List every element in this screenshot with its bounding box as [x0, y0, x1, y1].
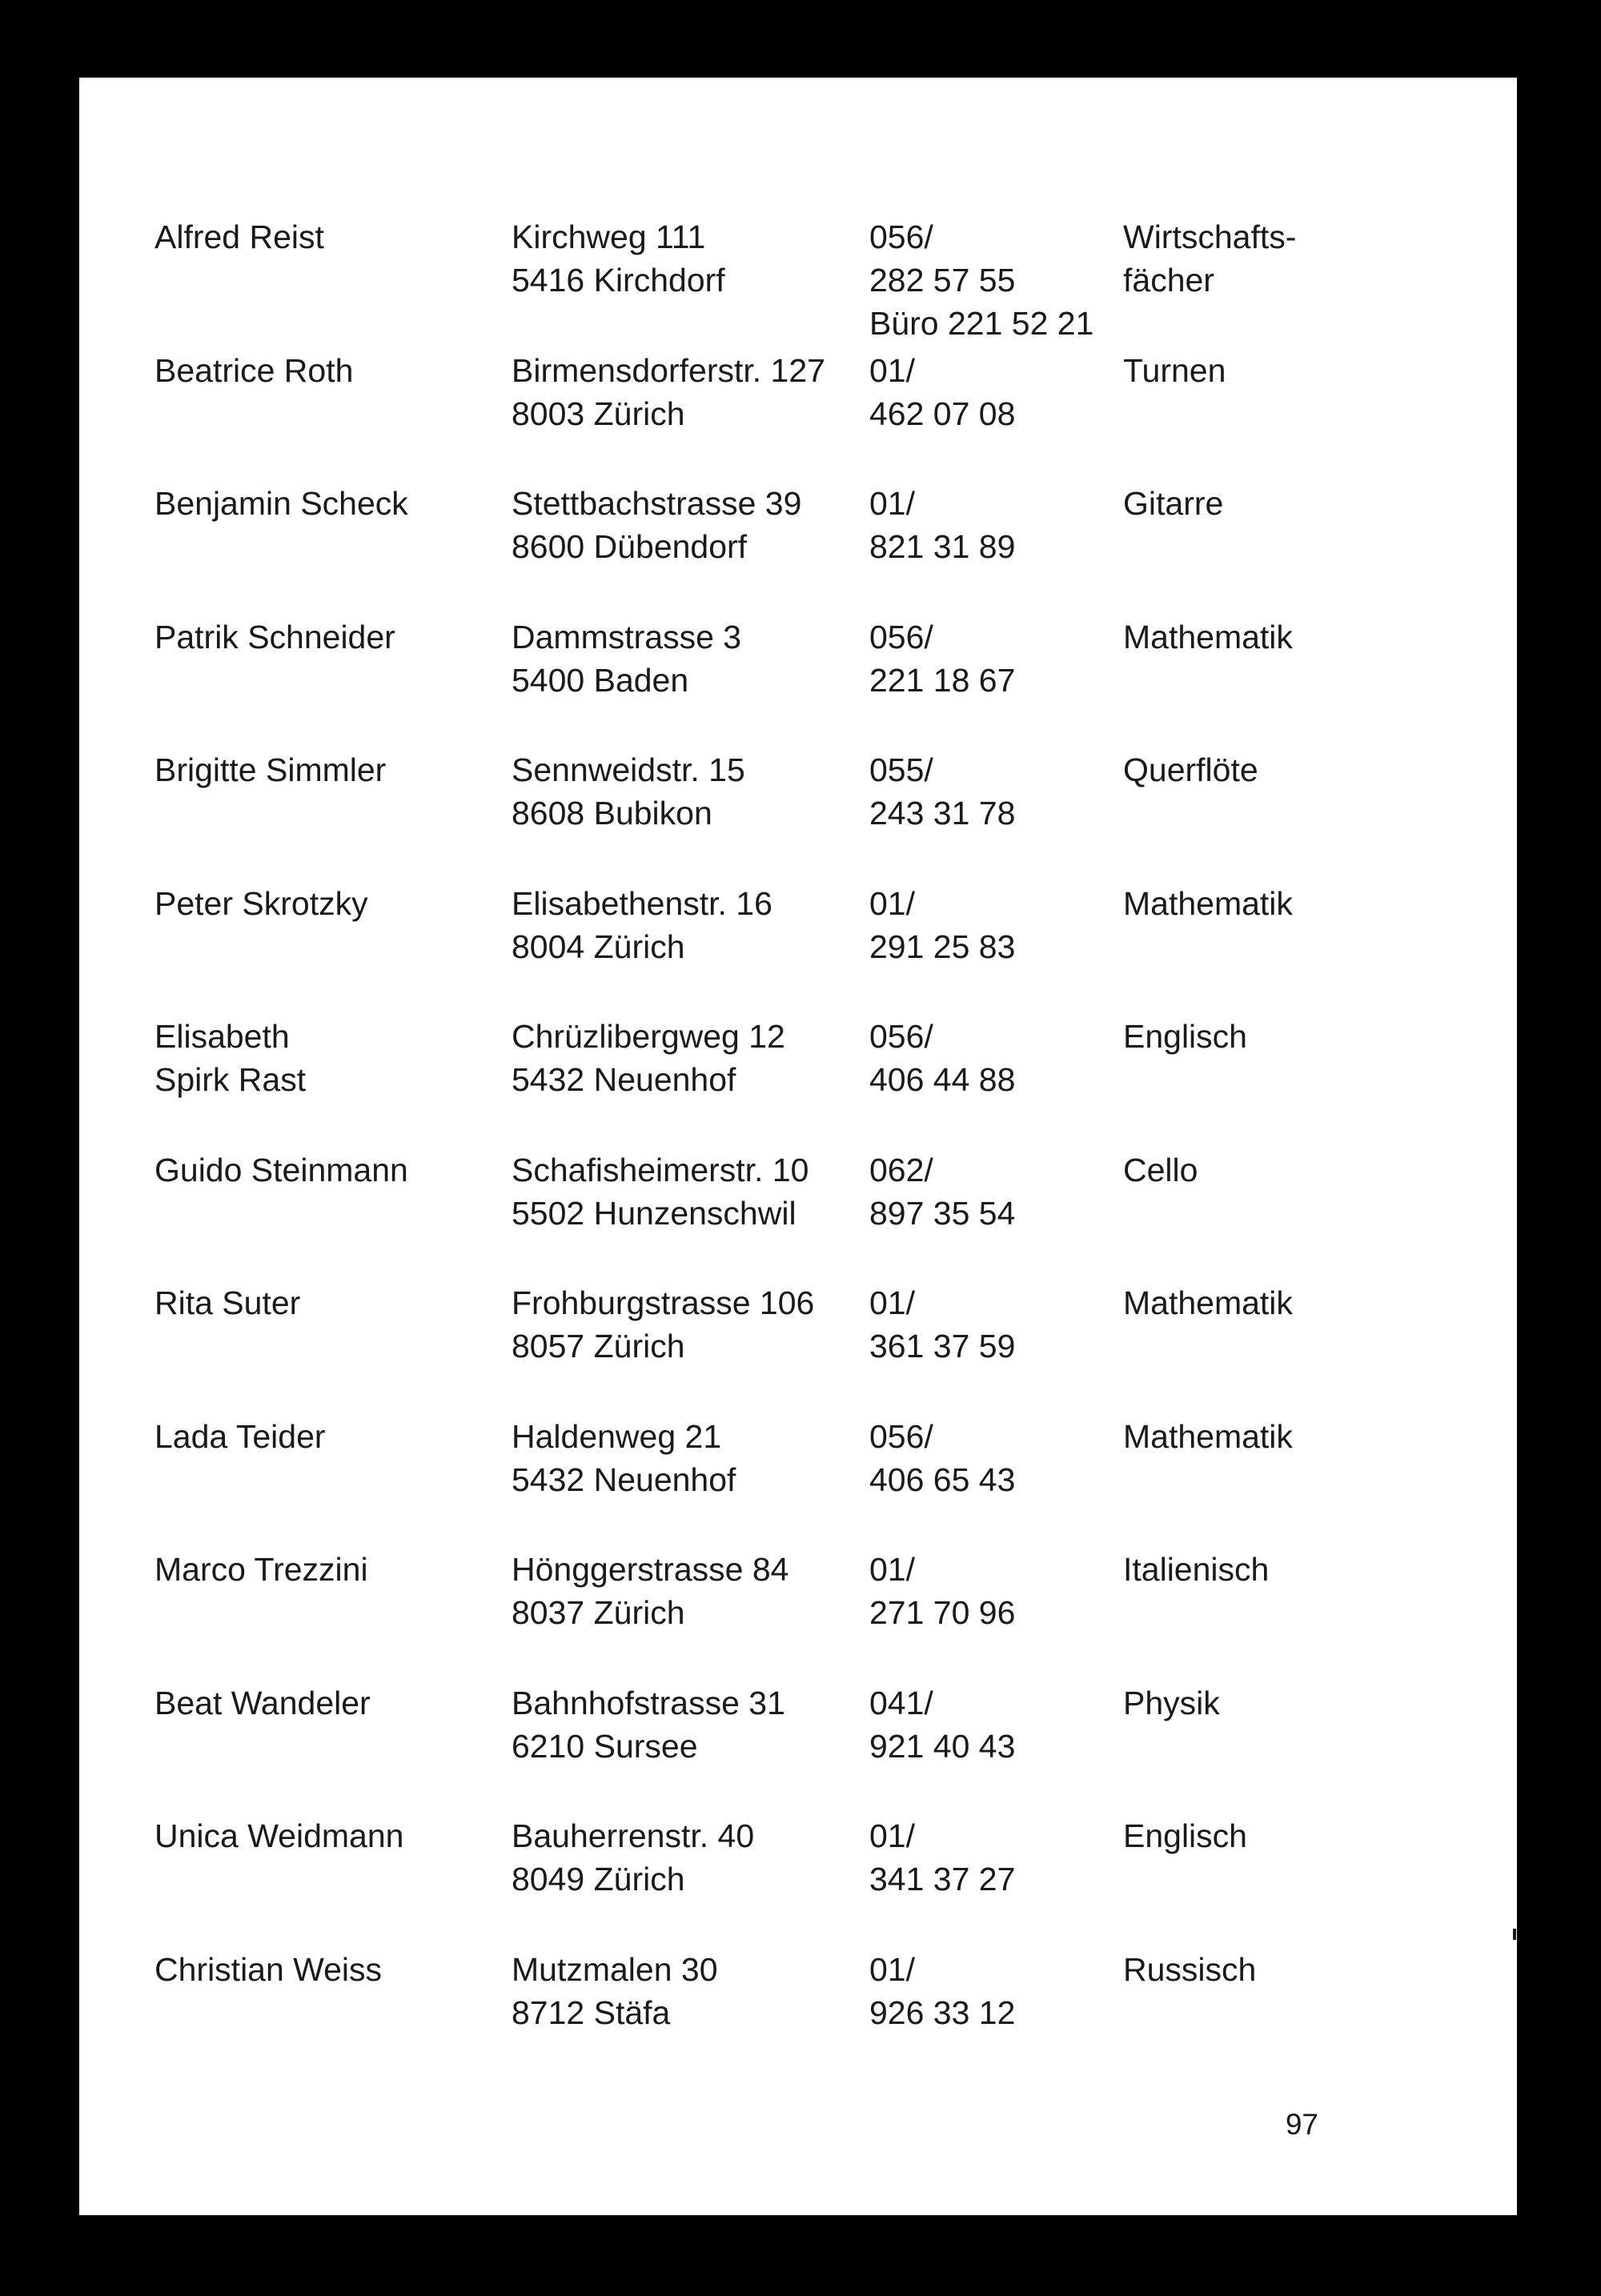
entry-phone: [869, 1148, 1015, 1235]
entry-phone-line: 062/: [869, 1151, 933, 1188]
entry-address: [512, 1015, 785, 1101]
entry-name-line: Christian Weiss: [154, 1950, 383, 1988]
entry-name: [154, 1281, 300, 1324]
entry-address: [512, 615, 741, 702]
entry-name: [154, 1015, 306, 1101]
entry-address-line: Mutzmalen 30: [512, 1950, 718, 1988]
entry-name: [154, 1415, 326, 1458]
entry-phone: [869, 748, 1015, 835]
directory-entry: [154, 349, 1435, 483]
directory-entry: [154, 1948, 1435, 2082]
entry-phone-line: 282 57 55: [869, 262, 1016, 299]
entry-phone-line: 897 35 54: [869, 1194, 1016, 1232]
entry-address: [512, 1814, 754, 1901]
entry-phone-line: 243 31 78: [869, 795, 1016, 831]
entry-name: [154, 1948, 382, 1991]
entry-address-line: Elisabethenstr. 16: [512, 884, 772, 922]
entry-address-line: 5432 Neuenhof: [512, 1061, 736, 1098]
entry-name-line: Patrik Schneider: [154, 618, 395, 655]
entry-address-line: Bauherrenstr. 40: [512, 1817, 755, 1854]
entry-name-line: Unica Weidmann: [154, 1817, 404, 1854]
directory-entry: [154, 1548, 1435, 1681]
directory-entry: [154, 1681, 1435, 1815]
entry-phone-line: 056/: [869, 1417, 933, 1455]
entry-address: [512, 215, 725, 302]
entry-subject-line: Englisch: [1123, 1018, 1247, 1055]
entry-name: [154, 1148, 408, 1192]
entry-address: [512, 1415, 736, 1501]
entry-name: [154, 1814, 403, 1857]
entry-subject: [1123, 1015, 1247, 1058]
entry-phone-line: 462 07 08: [869, 395, 1016, 432]
entry-address-line: 5416 Kirchdorf: [512, 262, 725, 299]
entry-address: [512, 482, 801, 568]
entry-subject-line: Mathematik: [1123, 884, 1293, 922]
entry-address-line: Stettbachstrasse 39: [512, 485, 802, 522]
entry-address-line: 8037 Zürich: [512, 1594, 685, 1631]
entry-name: [154, 1681, 371, 1725]
entry-subject-line: Italienisch: [1123, 1551, 1270, 1588]
entry-subject-line: Mathematik: [1123, 1284, 1293, 1321]
entry-subject: [1123, 1814, 1247, 1857]
entry-subject: [1123, 882, 1293, 925]
entry-subject: [1123, 482, 1223, 525]
entry-name: [154, 349, 353, 392]
entry-address-line: 8057 Zürich: [512, 1328, 685, 1364]
directory-entry: [154, 1281, 1435, 1415]
entry-phone-line: 926 33 12: [869, 1993, 1016, 2031]
entry-address-line: Sennweidstr. 15: [512, 751, 745, 788]
entry-name-line: Benjamin Scheck: [154, 485, 408, 522]
entry-name-line: Lada Teider: [154, 1417, 326, 1455]
entry-subject-line: Russisch: [1123, 1950, 1257, 1988]
entry-name-line: Elisabeth: [154, 1018, 290, 1055]
entry-phone-line: 056/: [869, 1018, 933, 1055]
entry-address-line: 6210 Sursee: [512, 1727, 698, 1765]
entry-name-line: Brigitte Simmler: [154, 751, 387, 788]
entry-address: [512, 882, 772, 968]
entry-address-line: Birmensdorferstr. 127: [512, 351, 825, 389]
entry-name: [154, 1548, 368, 1591]
entry-address-line: 8608 Bubikon: [512, 795, 712, 831]
entry-name-line: Beat Wandeler: [154, 1684, 371, 1721]
entry-subject-line: Englisch: [1123, 1817, 1247, 1854]
entry-address-line: Hönggerstrasse 84: [512, 1551, 789, 1588]
entry-address-line: Schafisheimerstr. 10: [512, 1151, 809, 1188]
directory-entry: [154, 1415, 1435, 1549]
entry-phone-line: 921 40 43: [869, 1727, 1016, 1765]
entry-subject-line: Mathematik: [1123, 1417, 1293, 1455]
entry-name: [154, 482, 408, 525]
entry-address: [512, 349, 825, 435]
entry-address-line: 8600 Dübendorf: [512, 528, 748, 565]
entry-subject-line: Physik: [1123, 1684, 1220, 1721]
entry-name: [154, 215, 324, 258]
entry-address-line: 5502 Hunzenschwil: [512, 1194, 796, 1232]
entry-phone: [869, 882, 1015, 968]
entry-phone: [869, 1415, 1015, 1501]
entry-phone-line: 01/: [869, 351, 915, 389]
directory-entry: [154, 215, 1435, 349]
entry-address: [512, 1681, 785, 1768]
entry-name-line: Spirk Rast: [154, 1061, 307, 1098]
entry-phone-line: 056/: [869, 618, 933, 655]
entry-subject-line: fächer: [1123, 262, 1214, 299]
entry-address: [512, 748, 745, 835]
entry-subject: [1123, 215, 1296, 302]
entry-phone-line: 055/: [869, 751, 933, 788]
entry-phone: [869, 349, 1015, 435]
entry-phone: [869, 1281, 1015, 1368]
entry-address-line: Haldenweg 21: [512, 1417, 722, 1455]
entry-address-line: Bahnhofstrasse 31: [512, 1684, 785, 1721]
entry-subject: [1123, 1681, 1220, 1725]
entry-phone-line: 361 37 59: [869, 1328, 1016, 1364]
directory-entry: [154, 615, 1435, 749]
entry-phone-line: 01/: [869, 1551, 915, 1588]
entry-address: [512, 1948, 718, 2034]
entry-name: [154, 615, 395, 659]
entry-phone: [869, 1548, 1015, 1634]
entry-name-line: Peter Skrotzky: [154, 884, 368, 922]
entry-phone-line: Büro 221 52 21: [869, 305, 1094, 342]
entry-address-line: Dammstrasse 3: [512, 618, 742, 655]
entry-subject: [1123, 615, 1293, 659]
entry-subject-line: Turnen: [1123, 351, 1226, 389]
document-page: [79, 78, 1517, 2215]
entry-phone-line: 406 44 88: [869, 1061, 1016, 1098]
entry-phone: [869, 1015, 1015, 1101]
entry-name-line: Alfred Reist: [154, 218, 324, 255]
entry-address-line: Chrüzlibergweg 12: [512, 1018, 785, 1055]
entry-subject-line: Cello: [1123, 1151, 1198, 1188]
entry-subject-line: Wirtschafts-: [1123, 218, 1297, 255]
entry-subject: [1123, 349, 1226, 392]
entry-subject-line: Mathematik: [1123, 618, 1293, 655]
entry-phone-line: 01/: [869, 1817, 915, 1854]
entry-address-line: 5400 Baden: [512, 661, 689, 699]
entry-phone-line: 041/: [869, 1684, 933, 1721]
entry-phone-line: 221 18 67: [869, 661, 1016, 699]
entry-phone: [869, 215, 1093, 345]
entry-address-line: Frohburgstrasse 106: [512, 1284, 815, 1321]
entry-phone-line: 406 65 43: [869, 1461, 1016, 1498]
entry-phone: [869, 482, 1015, 568]
entry-phone-line: 341 37 27: [869, 1861, 1016, 1897]
entry-subject: [1123, 1948, 1256, 1991]
scan-edge-mark: [1513, 1929, 1516, 1940]
entry-phone-line: 01/: [869, 1950, 915, 1988]
entry-name-line: Marco Trezzini: [154, 1551, 368, 1588]
entry-phone: [869, 1681, 1015, 1768]
entry-address-line: 8712 Stäfa: [512, 1993, 671, 2031]
entry-phone: [869, 1814, 1015, 1901]
entry-phone-line: 01/: [869, 884, 915, 922]
entry-subject-line: Querflöte: [1123, 751, 1258, 788]
entry-address: [512, 1548, 788, 1634]
entry-name-line: Guido Steinmann: [154, 1151, 408, 1188]
entry-phone-line: 01/: [869, 485, 915, 522]
entry-address-line: 5432 Neuenhof: [512, 1461, 736, 1498]
entry-address: [512, 1148, 809, 1235]
entry-subject: [1123, 1415, 1293, 1458]
entry-address-line: 8003 Zürich: [512, 395, 685, 432]
directory-entry: [154, 482, 1435, 615]
entry-subject: [1123, 1148, 1198, 1192]
entry-address-line: Kirchweg 111: [512, 218, 706, 255]
entry-subject-line: Gitarre: [1123, 485, 1224, 522]
entry-address-line: 8049 Zürich: [512, 1861, 685, 1897]
directory-entry: [154, 1814, 1435, 1948]
directory-entry: [154, 748, 1435, 882]
entry-phone: [869, 615, 1015, 702]
entry-name-line: Rita Suter: [154, 1284, 301, 1321]
directory-entry: [154, 1148, 1435, 1282]
entry-subject: [1123, 1548, 1269, 1591]
entry-phone-line: 271 70 96: [869, 1594, 1016, 1631]
entry-phone-line: 01/: [869, 1284, 915, 1321]
entry-subject: [1123, 748, 1258, 791]
page-number: 97: [1285, 2108, 1318, 2141]
entry-phone-line: 056/: [869, 218, 933, 255]
directory-entry: [154, 882, 1435, 1016]
entry-name: [154, 748, 386, 791]
entry-subject: [1123, 1281, 1293, 1324]
entry-address: [512, 1281, 814, 1368]
entry-phone-line: 821 31 89: [869, 528, 1016, 565]
entry-name: [154, 882, 368, 925]
entry-phone-line: 291 25 83: [869, 928, 1016, 965]
entry-address-line: 8004 Zürich: [512, 928, 685, 965]
entry-name-line: Beatrice Roth: [154, 351, 354, 389]
directory-entry: [154, 1015, 1435, 1148]
entry-phone: [869, 1948, 1015, 2034]
teacher-directory: [154, 215, 1435, 2081]
